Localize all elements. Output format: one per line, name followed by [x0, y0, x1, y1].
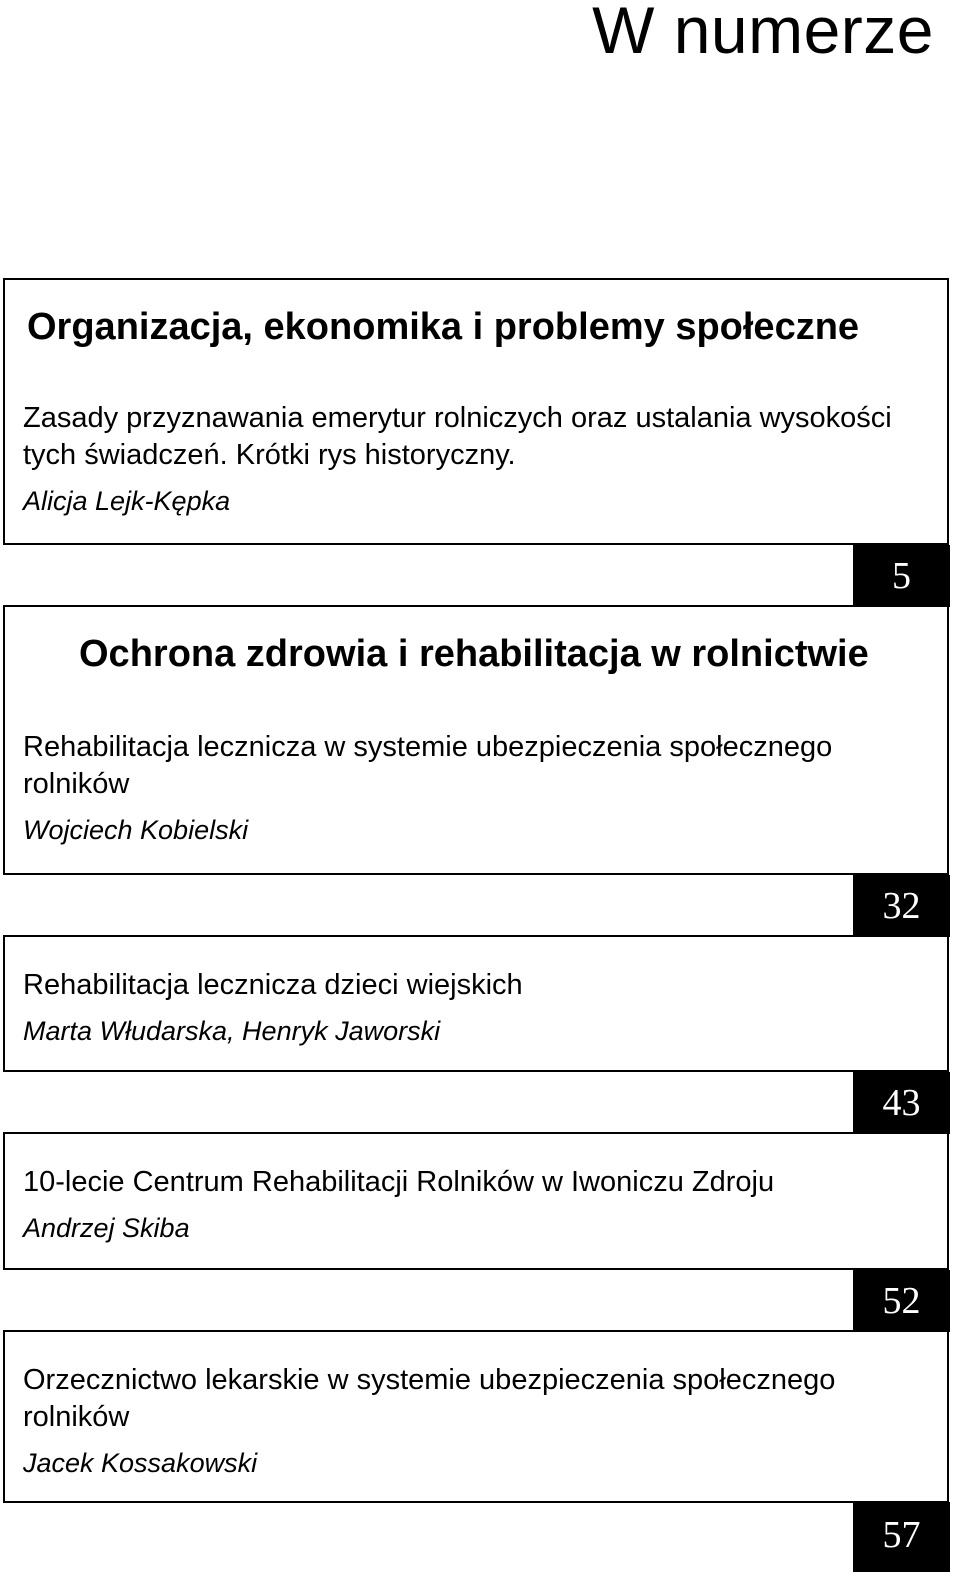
article-title[interactable]: Rehabilitacja lecznicza dzieci wiejskich — [23, 969, 523, 1001]
article-author: Andrzej Skiba — [23, 1213, 190, 1243]
article-author: Marta Włudarska, Henryk Jaworski — [23, 1016, 441, 1046]
page-number[interactable]: 52 — [853, 1270, 950, 1332]
article-author: Jacek Kossakowski — [23, 1448, 258, 1478]
page-number[interactable]: 5 — [853, 545, 950, 607]
page-number[interactable]: 32 — [853, 875, 950, 937]
toc-entry-box — [3, 605, 949, 875]
page-number[interactable]: 57 — [853, 1502, 950, 1572]
page-title: W numerze — [592, 0, 934, 67]
article-title[interactable]: Rehabilitacja lecznicza w systemie ubezpieczenia społecznego rolników — [23, 731, 833, 800]
article-title[interactable]: Orzecznictwo lekarskie w systemie ubezpieczenia społecznego rolników — [23, 1364, 836, 1433]
page-number[interactable]: 43 — [853, 1072, 950, 1134]
toc-entry-box — [3, 935, 949, 1072]
section-heading: Organizacja, ekonomika i problemy społeczne — [27, 306, 860, 348]
article-title[interactable]: Zasady przyznawania emerytur rolniczych oraz ustalania wysokości tych świadczeń. Krótki rys historyczny. — [23, 402, 892, 471]
section-heading: Ochrona zdrowia i rehabilitacja w rolnictwie — [79, 633, 869, 675]
toc-entry-box — [3, 1330, 949, 1503]
toc-entry-box — [3, 278, 949, 545]
article-title[interactable]: 10-lecie Centrum Rehabilitacji Rolników w Iwoniczu Zdroju — [23, 1166, 775, 1198]
article-author: Alicja Lejk-Kępka — [23, 486, 231, 516]
article-author: Wojciech Kobielski — [23, 815, 249, 845]
toc-entry-box — [3, 1132, 949, 1270]
